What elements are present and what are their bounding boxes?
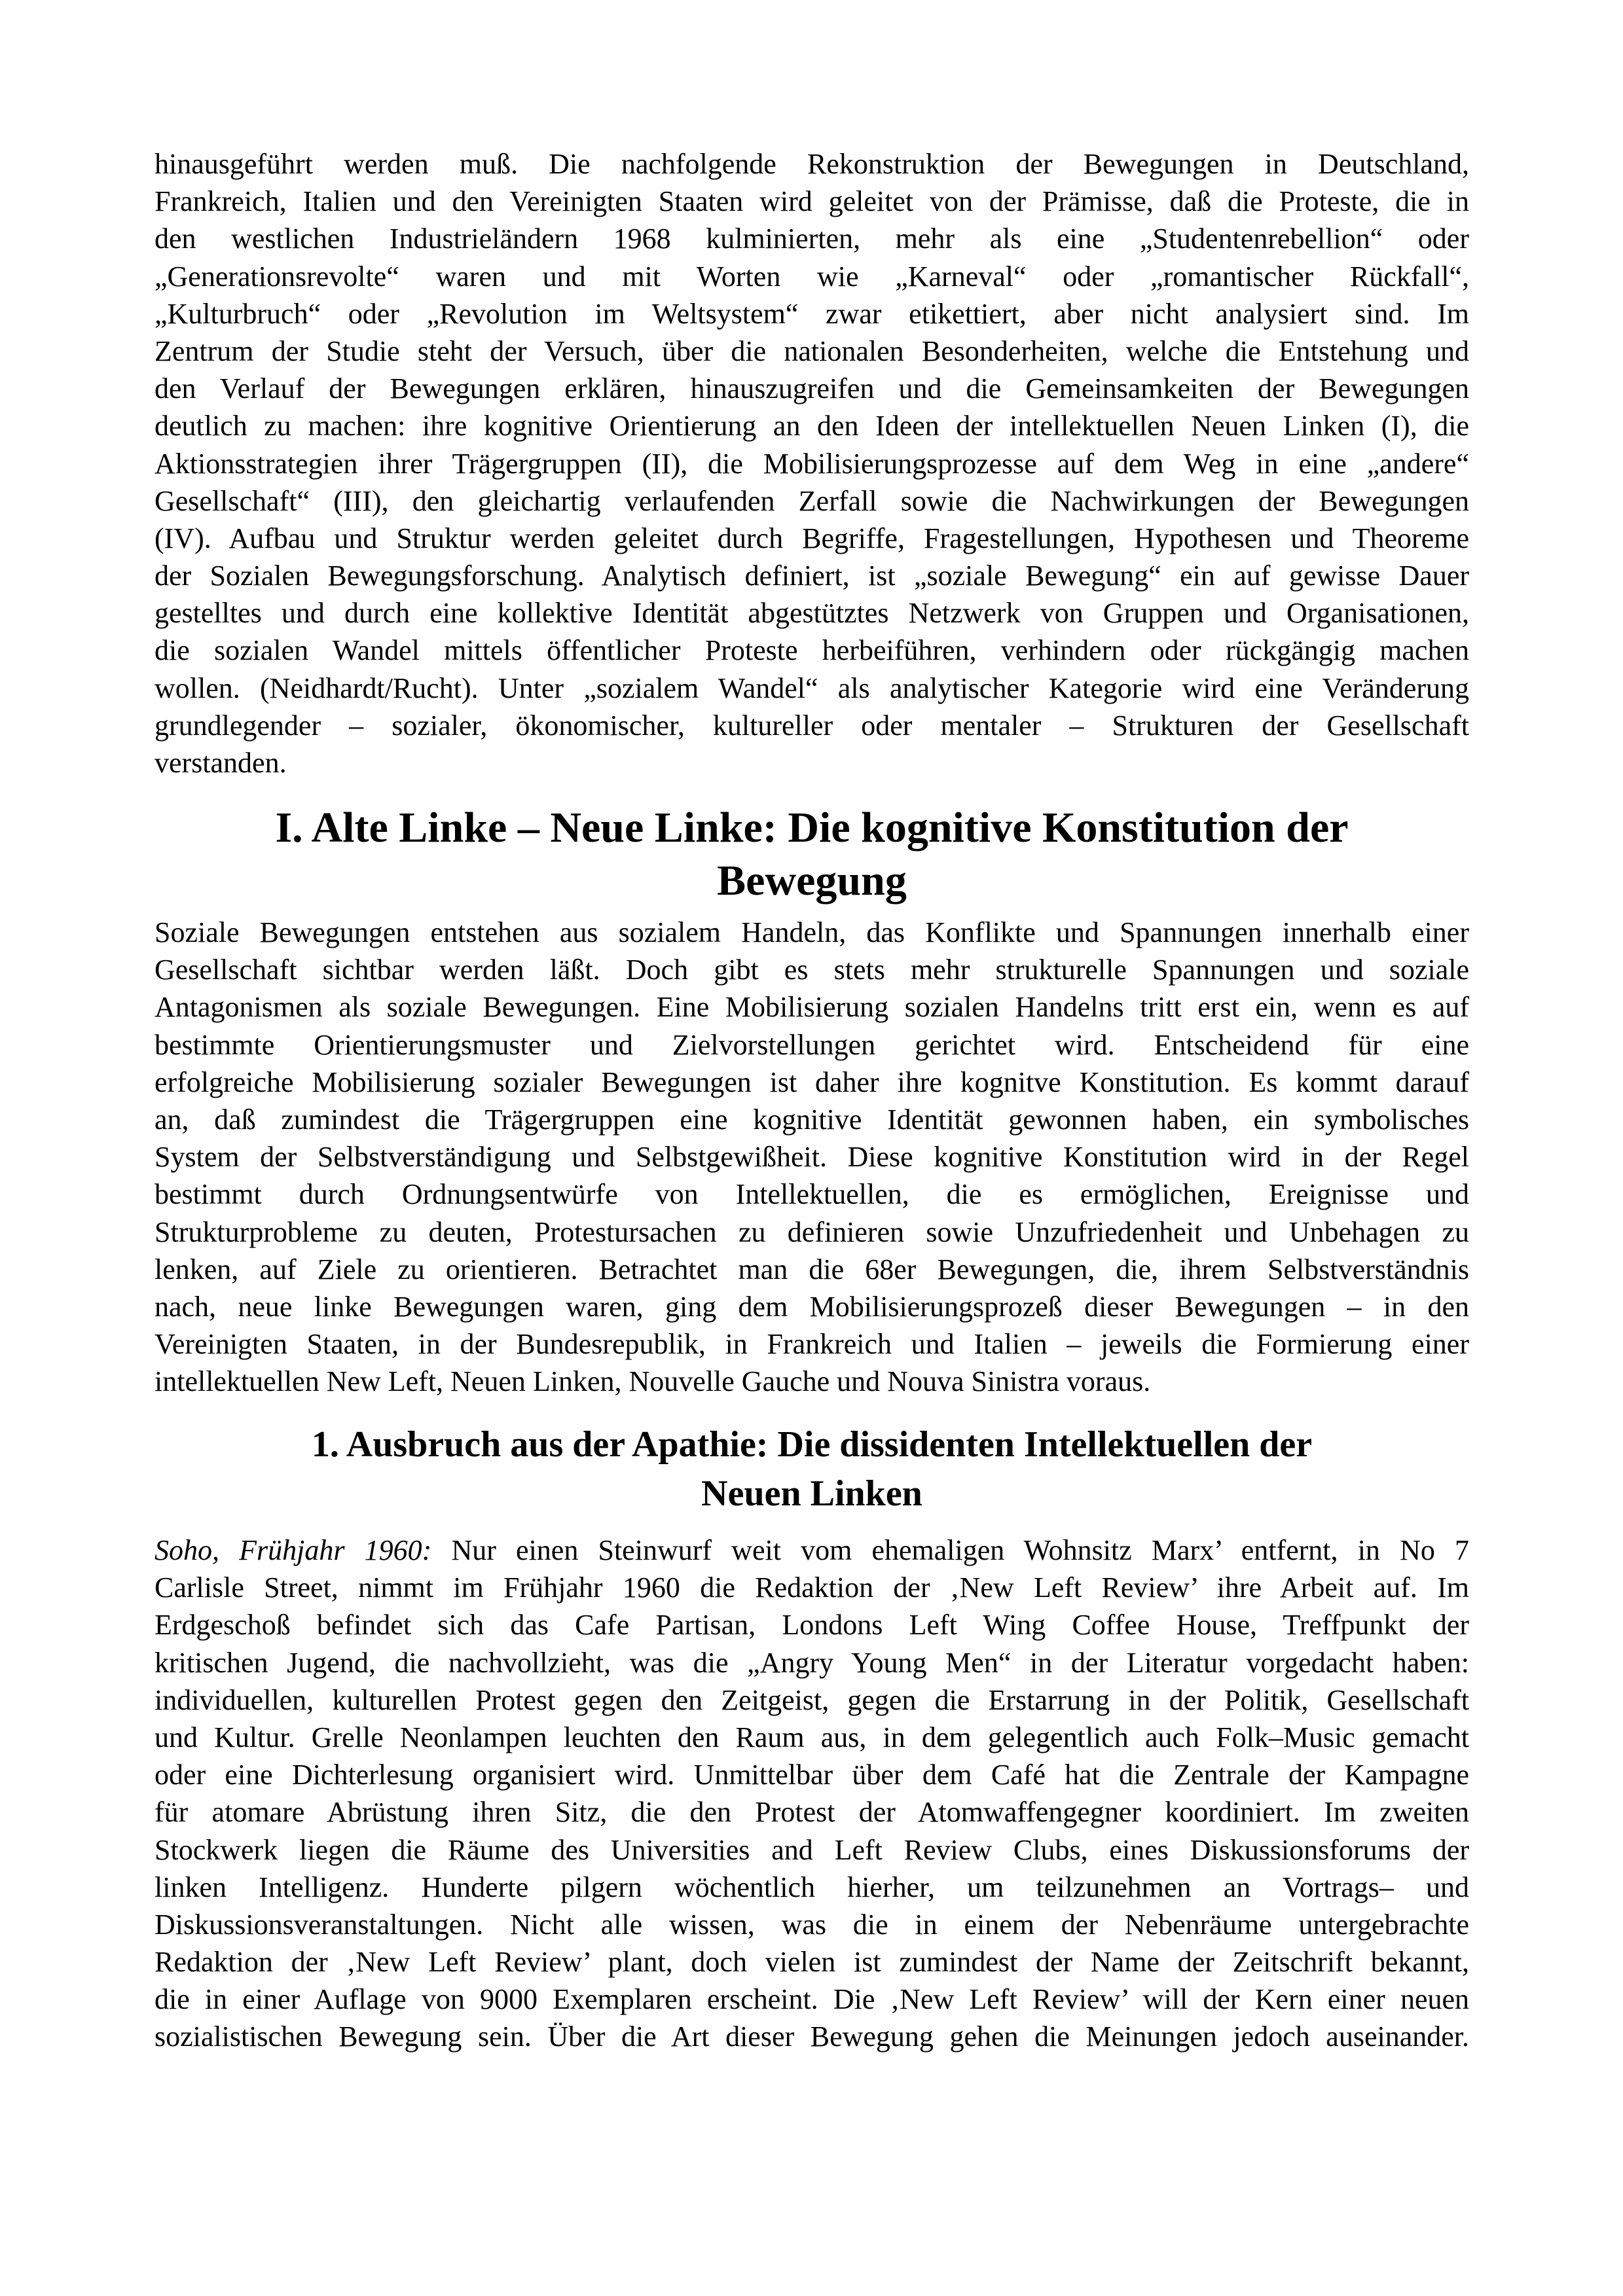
text-line: lenken, auf Ziele zu orientieren. Betrachtet man die 68er Bewegungen, die, ihrem Selbstverständnis [155, 1253, 1469, 1285]
text-line: Vereinigten Staaten, in der Bundesrepublik, in Frankreich und Italien – jeweils die Formierung einer [155, 1328, 1469, 1361]
text-line: Aktionsstrategien ihrer Trägergruppen (II), die Mobilisierungsprozesse auf dem Weg in eine „andere“ [155, 447, 1469, 480]
text-line: (IV). Aufbau und Struktur werden geleitet durch Begriffe, Fragestellungen, Hypothesen und Theoreme [155, 522, 1469, 554]
text-line: Zentrum der Studie steht der Versuch, über die nationalen Besonderheiten, welche die Entstehung und [155, 334, 1469, 367]
text-line: und Kultur. Grelle Neonlampen leuchten den Raum aus, in dem gelegentlich auch Folk–Music gemacht [155, 1721, 1469, 1753]
text-line: an, daß zumindest die Trägergruppen eine kognitive Identität gewonnen haben, ein symbolisches [155, 1103, 1469, 1136]
text-line: Redaktion der ‚New Left Review’ plant, doch vielen ist zumindest der Name der Zeitschrift bekannt, [155, 1946, 1469, 1979]
text-line: hinausgeführt werden muß. Die nachfolgende Rekonstruktion der Bewegungen in Deutschland, [155, 148, 1469, 180]
italic-lead: Soho, Frühjahr 1960: [155, 1534, 432, 1566]
heading-line: I. Alte Linke – Neue Linke: Die kognitive Konstitution der [275, 804, 1349, 852]
paragraph-intro [155, 145, 1469, 781]
text-line: Diskussionsveranstaltungen. Nicht alle wissen, was die in einem der Nebenräume untergebrachte [155, 1908, 1469, 1941]
text-line: die in einer Auflage von 9000 Exemplaren erscheint. Die ‚New Left Review’ will der Kern einer neuen [155, 1983, 1469, 2016]
text-line: den Verlauf der Bewegungen erklären, hinauszugreifen und die Gemeinsamkeiten der Bewegungen [155, 372, 1469, 405]
text-line: grundlegender – sozialer, ökonomischer, kultureller oder mentaler – Strukturen der Gesellschaft [155, 709, 1469, 742]
text-line [155, 1532, 1469, 1569]
text-line: individuellen, kulturellen Protest gegen den Zeitgeist, gegen die Erstarrung in der Politik, Gesellschaft [155, 1683, 1469, 1716]
text-line: oder eine Dichterlesung organisiert wird. Unmittelbar über dem Café hat die Zentrale der Kampagne [155, 1759, 1469, 1791]
text-line: erfolgreiche Mobilisierung sozialer Bewegungen ist daher ihre kognitve Konstitution. Es kommt darauf [155, 1066, 1469, 1098]
text-line: verstanden. [155, 747, 287, 779]
heading-line: 1. Ausbruch aus der Apathie: Die dissidenten Intellektuellen der [311, 1424, 1313, 1465]
text-line: der Sozialen Bewegungsforschung. Analytisch definiert, ist „soziale Bewegung“ ein auf gewisse Dauer [155, 560, 1469, 592]
text-line: Carlisle Street, nimmt im Frühjahr 1960 die Redaktion der ‚New Left Review’ ihre Arbeit auf. Im [155, 1571, 1469, 1604]
text-line: Stockwerk liegen die Räume des Universities and Left Review Clubs, eines Diskussionsforums der [155, 1833, 1469, 1866]
text-line: kritischen Jugend, die nachvollzieht, was die „Angry Young Men“ in der Literatur vorgedacht haben: [155, 1646, 1469, 1679]
text-line: linken Intelligenz. Hunderte pilgern wöchentlich hierher, um teilzunehmen an Vortrags– und [155, 1871, 1469, 1903]
subsection-heading [155, 1420, 1469, 1518]
text-line: gestelltes und durch eine kollektive Identität abgestütztes Netzwerk von Gruppen und Organisationen, [155, 597, 1469, 630]
text-span: Nur einen Steinwurf weit vom ehemaligen Wohnsitz Marx’ entfernt, in No 7 [431, 1534, 1470, 1566]
text-line: Erdgeschoß befindet sich das Cafe Partisan, Londons Left Wing Coffee House, Treffpunkt der [155, 1609, 1469, 1641]
text-line: „Kulturbruch“ oder „Revolution im Weltsystem“ zwar etikettiert, aber nicht analysiert sind. Im [155, 297, 1469, 330]
text-line: intellektuellen New Left, Neuen Linken, Nouvelle Gauche und Nouva Sinistra voraus. [155, 1365, 1151, 1398]
text-line: Gesellschaft“ (III), den gleichartig verlaufenden Zerfall sowie die Nachwirkungen der Bewegungen [155, 484, 1469, 517]
section-heading [155, 801, 1469, 907]
text-line: System der Selbstverständigung und Selbstgewißheit. Diese kognitive Konstitution wird in der Regel [155, 1141, 1469, 1174]
text-line: den westlichen Industrieländern 1968 kulminierten, mehr als eine „Studentenrebellion“ oder [155, 223, 1469, 255]
text-line: für atomare Abrüstung ihren Sitz, die den Protest der Atomwaffengegner koordiniert. Im zweiten [155, 1796, 1469, 1829]
text-line: Soziale Bewegungen entstehen aus sozialem Handeln, das Konflikte und Spannungen innerhalb einer [155, 916, 1469, 948]
text-line: „Generationsrevolte“ waren und mit Worten wie „Karneval“ oder „romantischer Rückfall“, [155, 260, 1469, 293]
text-line: nach, neue linke Bewegungen waren, ging dem Mobilisierungsprozeß dieser Bewegungen – in den [155, 1290, 1469, 1323]
text-line: wollen. (Neidhardt/Rucht). Unter „sozialem Wandel“ als analytischer Kategorie wird eine Veränderung [155, 672, 1469, 704]
text-line: Strukturprobleme zu deuten, Protestursachen zu definieren sowie Unzufriedenheit und Unbehagen zu [155, 1215, 1469, 1248]
text-line: Gesellschaft sichtbar werden läßt. Doch gibt es stets mehr strukturelle Spannungen und soziale [155, 954, 1469, 986]
text-line: bestimmte Orientierungsmuster und Zielvorstellungen gerichtet wird. Entscheidend für eine [155, 1028, 1469, 1061]
heading-line: Neuen Linken [701, 1473, 922, 1514]
text-line: bestimmt durch Ordnungsentwürfe von Intellektuellen, die es ermöglichen, Ereignisse und [155, 1178, 1469, 1211]
text-line: die sozialen Wandel mittels öffentlicher Proteste herbeiführen, verhindern oder rückgängig machen [155, 634, 1469, 667]
text-line: Frankreich, Italien und den Vereinigten Staaten wird geleitet von der Prämisse, daß die Proteste, die in [155, 185, 1469, 218]
text-line: sozialistischen Bewegung sein. Über die Art dieser Bewegung gehen die Meinungen jedoch auseinander. [155, 2020, 1469, 2053]
heading-line: Bewegung [717, 857, 907, 905]
paragraph-section-intro [155, 914, 1469, 1400]
text-line: deutlich zu machen: ihre kognitive Orientierung an den Ideen der intellektuellen Neuen Linken (I), die [155, 410, 1469, 442]
text-line: Antagonismen als soziale Bewegungen. Eine Mobilisierung sozialen Handelns tritt erst ein, wenn es auf [155, 991, 1469, 1024]
paragraph-soho [155, 1532, 1469, 2056]
